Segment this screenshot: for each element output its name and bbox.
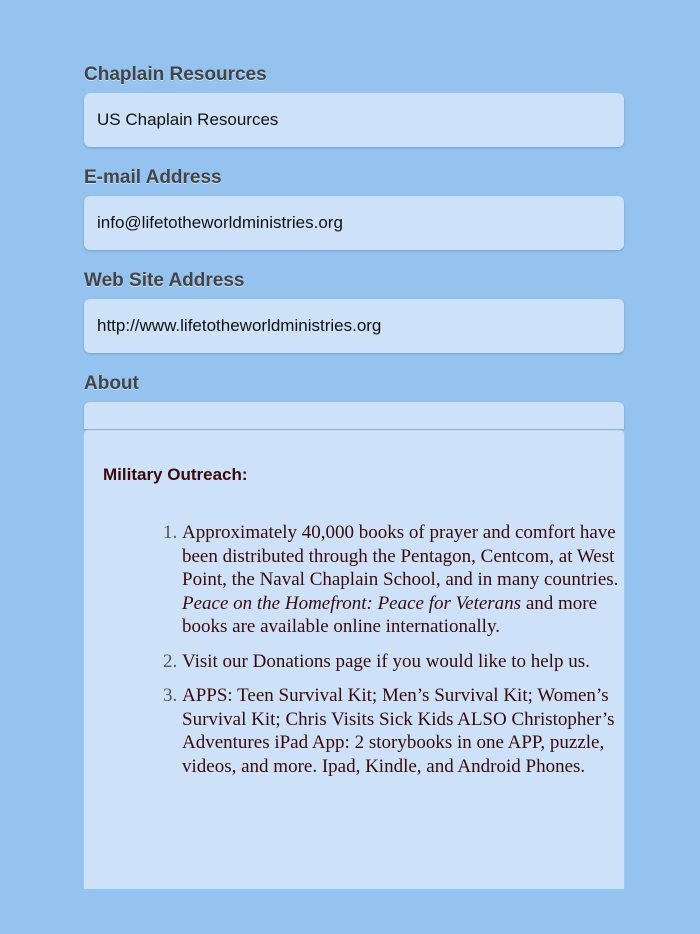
outreach-list — [182, 521, 622, 789]
item-text: APPS: Teen Survival Kit; Men’s Survival Kit; Women’s Survival Kit; Chris Visits Sick Kids ALSO Christopher’s Adventures iPad App: 2 storybooks in one APP, puzzle, videos, and more. Ipad, Kindle, and Android Phones. — [182, 685, 615, 777]
chaplain-resources-label: Chaplain Resources — [84, 64, 267, 85]
item-text: Approximately 40,000 books of prayer and comfort have been distributed through the Pentagon, Centcom, at West Point, the Naval Chaplain School, and in many countries. — [182, 522, 619, 590]
website-field[interactable]: http://www.lifetotheworldministries.org — [84, 299, 624, 353]
list-item — [182, 684, 622, 778]
list-item — [182, 650, 622, 674]
about-label: About — [84, 373, 139, 394]
about-heading: Military Outreach: — [103, 465, 248, 484]
item-text: and more books are available online internationally. — [182, 592, 598, 637]
chaplain-resources-field[interactable]: US Chaplain Resources — [84, 93, 624, 147]
book-title: Peace on the Homefront: Peace for Veterans — [182, 592, 522, 614]
email-field[interactable]: info@lifetotheworldministries.org — [84, 196, 624, 250]
about-field[interactable] — [84, 431, 624, 889]
list-item — [182, 521, 622, 639]
item-text: Visit our Donations page if you would like to help us. — [182, 650, 590, 672]
about-toolbar — [84, 402, 624, 429]
email-label: E-mail Address — [84, 167, 222, 188]
website-label: Web Site Address — [84, 270, 245, 291]
